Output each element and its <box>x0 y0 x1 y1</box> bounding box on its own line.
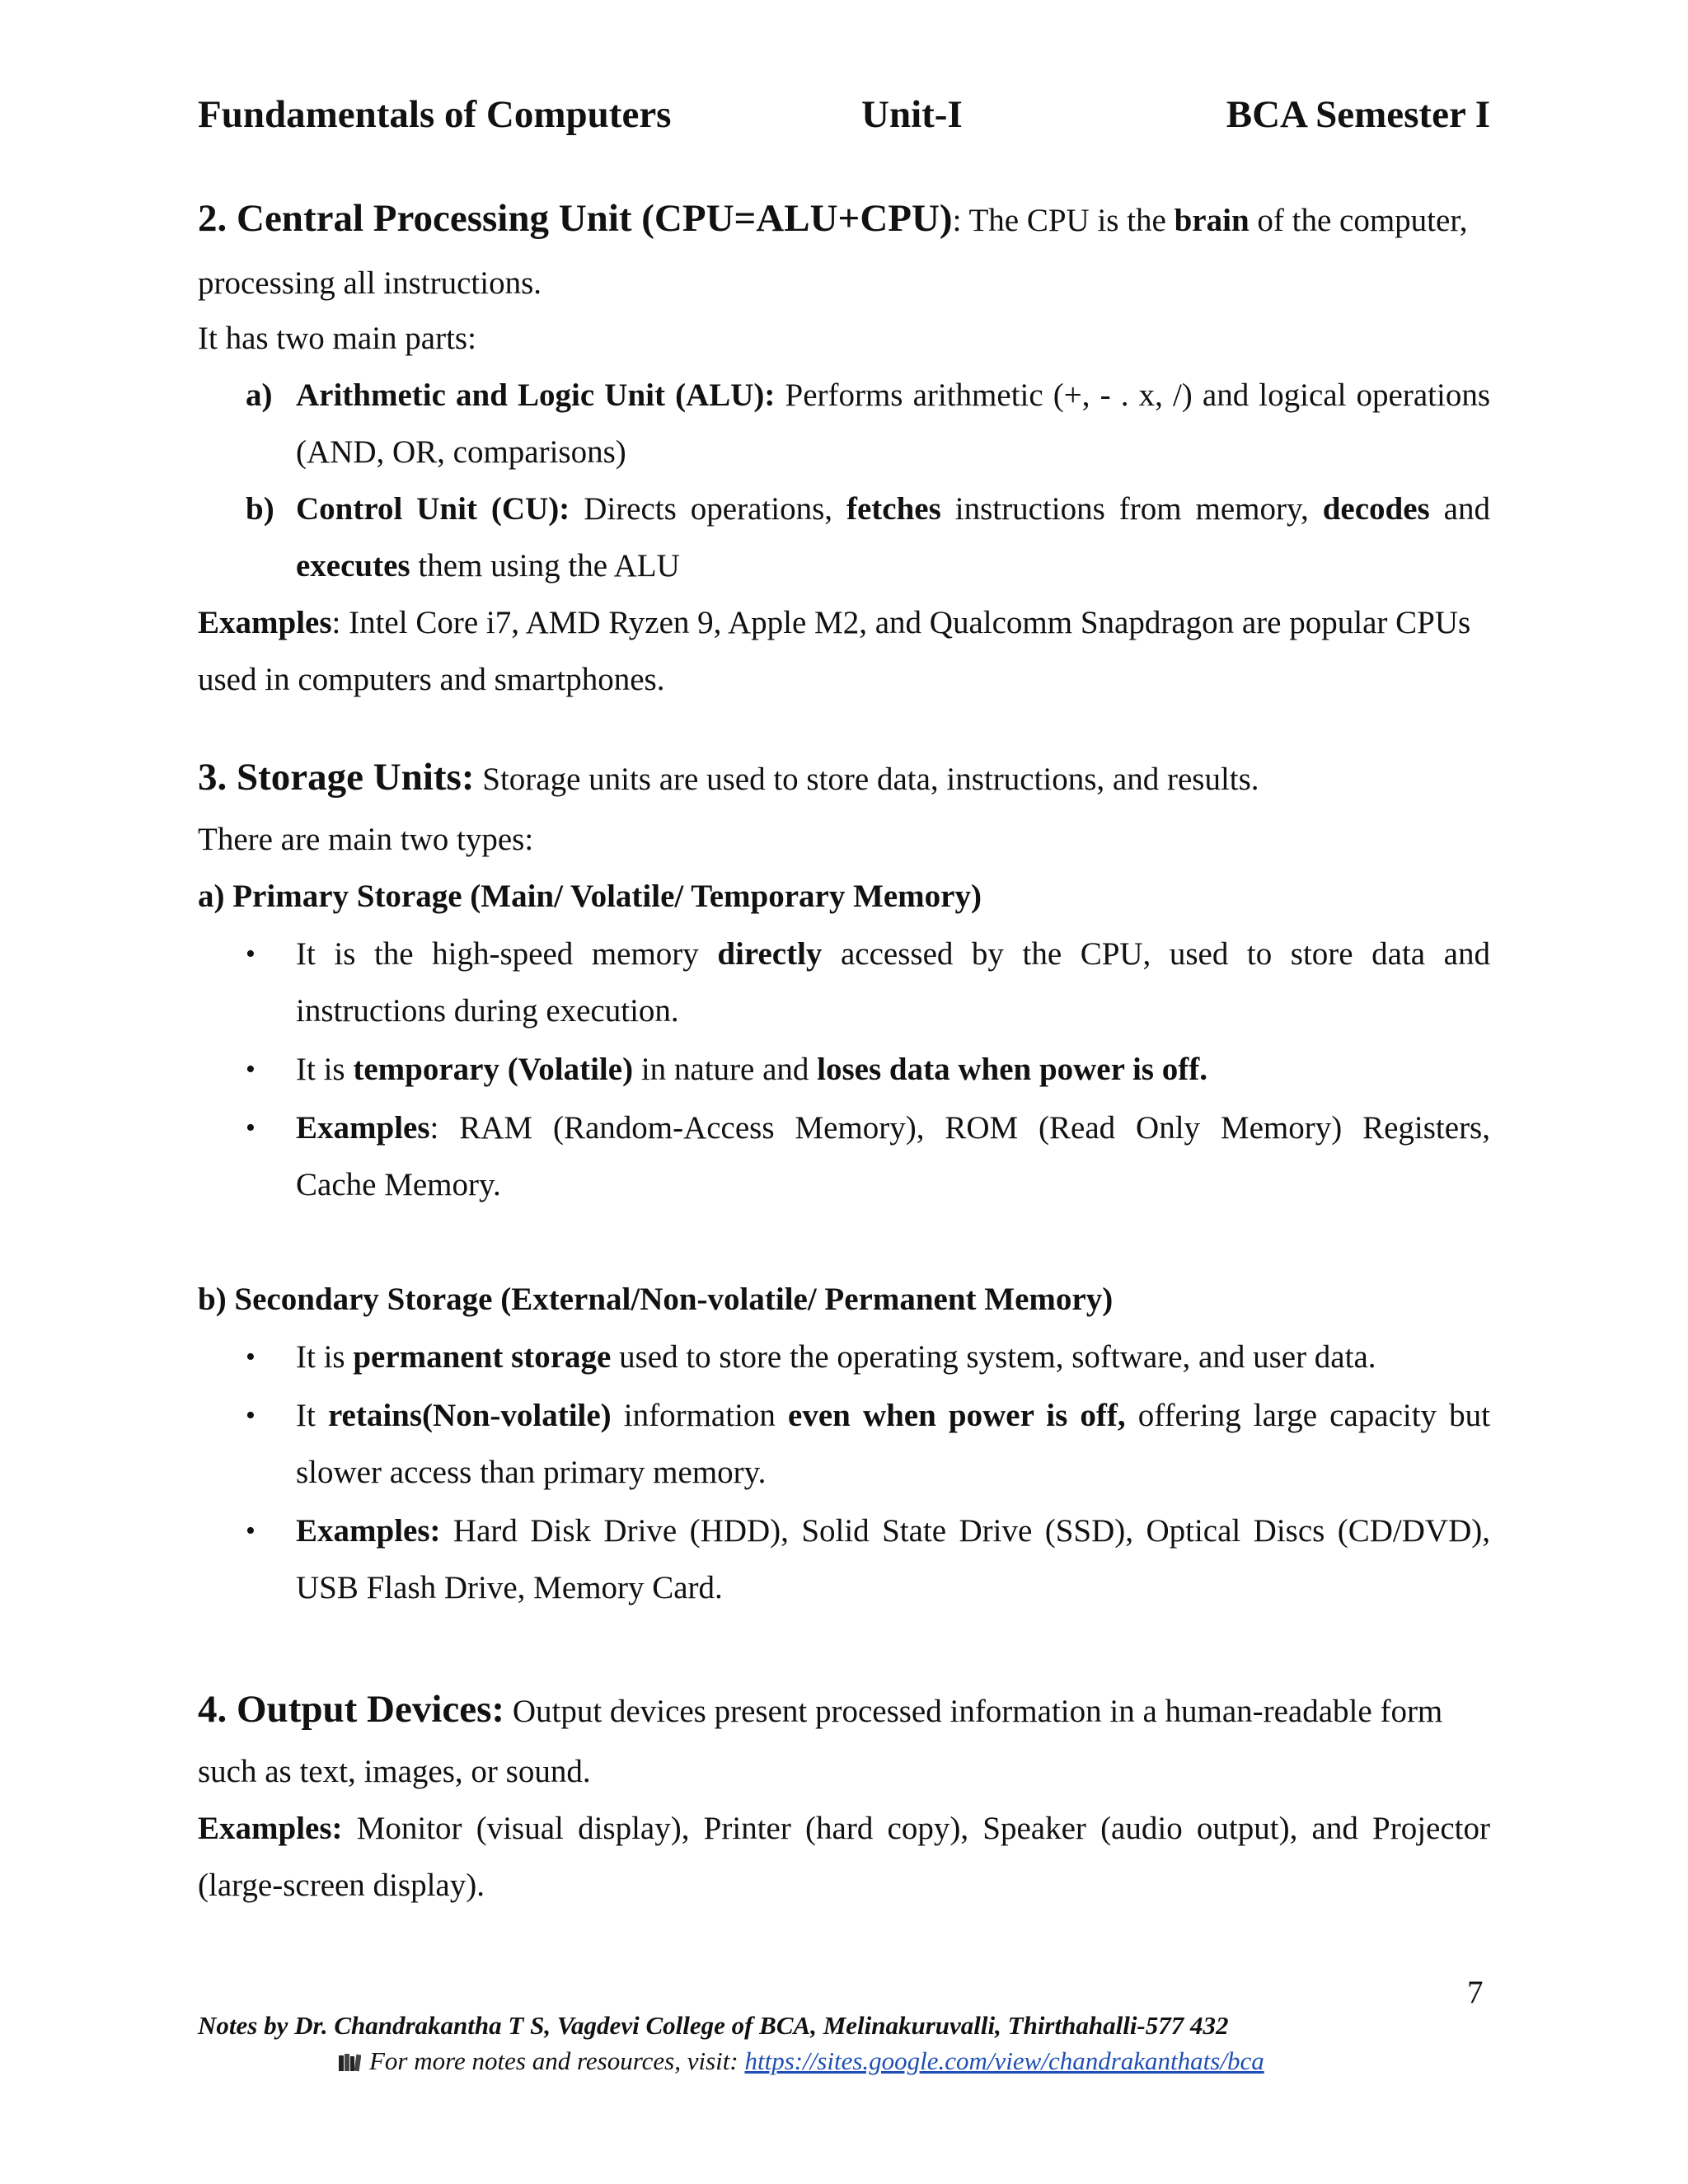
secondary-examples-text: Hard Disk Drive (HDD), Solid State Drive (SSD), Optical Discs (CD/DVD), <box>440 1513 1490 1549</box>
primary-storage-title: a) Primary Storage (Main/ Volatile/ Temporary Memory) <box>198 879 982 914</box>
bullet-marker: • <box>246 939 256 969</box>
bullet-marker: • <box>246 1054 256 1085</box>
cu-decodes: decodes <box>1322 491 1430 527</box>
cpu-parts-text: It has two main parts: <box>198 321 476 356</box>
secondary-examples-label: Examples: <box>296 1513 441 1549</box>
footer-resources-text: For more notes and resources, visit: <box>369 2046 745 2075</box>
output-heading-line <box>198 1687 1490 1732</box>
cpu-heading-line <box>198 196 1490 241</box>
secondary-bullet-2-mid: information <box>611 1398 789 1433</box>
cpu-examples-line2: used in computers and smartphones. <box>198 662 665 697</box>
secondary-bullet-2-end: offering large capacity but <box>1125 1398 1490 1433</box>
cu-text-4: them using the ALU <box>410 548 680 583</box>
primary-bullet-2-mid: in nature and <box>633 1052 818 1087</box>
output-examples-line2: (large-screen display). <box>198 1868 485 1903</box>
primary-bullet-3 <box>296 1109 1490 1151</box>
primary-examples-label: Examples <box>296 1110 430 1146</box>
primary-directly: directly <box>717 936 823 972</box>
primary-bullet-1-line2: instructions during execution. <box>296 993 679 1029</box>
footer-author: Notes by Dr. Chandrakantha T S, Vagdevi College of BCA, Melinakuruvalli, Thirthahalli-577 432 <box>198 2011 1229 2040</box>
secondary-bullet-2 <box>296 1397 1490 1438</box>
cu-fetches: fetches <box>846 491 941 527</box>
output-examples <box>198 1810 1490 1851</box>
storage-heading-line <box>198 755 1490 799</box>
list-marker-b: b) <box>246 491 274 527</box>
cpu-heading: 2. Central Processing Unit (CPU=ALU+CPU) <box>198 197 953 240</box>
output-heading: 4. Output Devices: <box>198 1688 505 1731</box>
cu-item <box>296 490 1490 532</box>
bullet-marker: • <box>246 1342 256 1372</box>
primary-temporary: temporary (Volatile) <box>353 1052 634 1087</box>
alu-text: Performs arithmetic (+, - . x, /) and logical operations <box>775 377 1490 413</box>
cpu-examples <box>198 604 1490 641</box>
cpu-examples-text: : Intel Core i7, AMD Ryzen 9, Apple M2, and Qualcomm Snapdragon are popular CPUs <box>331 605 1471 640</box>
primary-loses-data: loses data when power is off. <box>817 1052 1207 1087</box>
primary-examples-text: : RAM (Random-Access Memory), ROM (Read Only Memory) Registers, <box>429 1110 1490 1146</box>
storage-heading: 3. Storage Units: <box>198 756 475 799</box>
cu-text: Directs operations, <box>570 491 846 527</box>
storage-types: There are main two types: <box>198 822 534 857</box>
output-intro: Output devices present processed information in a human-readable form <box>504 1694 1443 1729</box>
output-examples-text: Monitor (visual display), Printer (hard copy), Speaker (audio output), and Projector <box>342 1811 1490 1846</box>
output-examples-label: Examples: <box>198 1811 343 1846</box>
primary-bullet-2-text: It is <box>296 1052 354 1087</box>
header-unit: Unit-I <box>861 93 963 136</box>
bullet-marker: • <box>246 1113 256 1143</box>
secondary-bullet-3-line2: USB Flash Drive, Memory Card. <box>296 1570 723 1605</box>
cu-line2 <box>296 547 1588 584</box>
secondary-storage-title: b) Secondary Storage (External/Non-volatile/ Permanent Memory) <box>198 1282 1114 1317</box>
cpu-examples-label: Examples <box>198 605 332 640</box>
secondary-bullet-2-line2: slower access than primary memory. <box>296 1455 767 1490</box>
footer-resources <box>338 2046 1264 2076</box>
cpu-brain-text: brain <box>1174 203 1250 238</box>
bullet-marker: • <box>246 1516 256 1546</box>
storage-intro: Storage units are used to store data, instructions, and results. <box>474 762 1259 797</box>
cu-title: Control Unit (CU): <box>296 491 570 527</box>
primary-bullet-3-line2: Cache Memory. <box>296 1167 501 1202</box>
page-number: 7 <box>1467 1975 1484 2010</box>
output-intro-line2: such as text, images, or sound. <box>198 1754 591 1789</box>
primary-bullet-2 <box>296 1051 1588 1088</box>
primary-bullet-1-text-end: accessed by the CPU, used to store data and <box>822 936 1490 972</box>
secondary-bullet-3 <box>296 1512 1490 1554</box>
primary-bullet-1 <box>296 935 1490 977</box>
cpu-intro-line2: processing all instructions. <box>198 265 542 301</box>
secondary-bullet-1-text-end: used to store the operating system, software, and user data. <box>611 1339 1376 1375</box>
secondary-bullet-1-text: It is <box>296 1339 354 1375</box>
primary-bullet-1-text: It is the high-speed memory <box>296 936 718 972</box>
alu-title: Arithmetic and Logic Unit (ALU): <box>296 377 776 413</box>
secondary-even-when-off: even when power is off, <box>788 1398 1126 1433</box>
resources-link[interactable]: https://sites.google.com/view/chandrakanthats/bca <box>744 2046 1264 2075</box>
bullet-marker: • <box>246 1400 256 1431</box>
secondary-retains: retains(Non-volatile) <box>327 1398 612 1433</box>
cu-executes: executes <box>296 548 410 583</box>
alu-line2: (AND, OR, comparisons) <box>296 434 626 470</box>
cu-text-2: instructions from memory, <box>940 491 1323 527</box>
books-icon <box>338 2049 361 2069</box>
header-semester: BCA Semester I <box>1226 93 1490 136</box>
secondary-bullet-2-text: It <box>296 1398 328 1433</box>
cu-text-3: and <box>1429 491 1490 527</box>
alu-item <box>296 377 1490 418</box>
list-marker-a: a) <box>246 377 273 413</box>
secondary-permanent: permanent storage <box>353 1339 612 1375</box>
cpu-intro-text-end: of the computer, <box>1249 203 1468 238</box>
cpu-intro-text: : The CPU is the <box>952 203 1175 238</box>
secondary-bullet-1 <box>296 1338 1588 1376</box>
page-header <box>198 92 1490 150</box>
header-course-title: Fundamentals of Computers <box>198 93 672 136</box>
